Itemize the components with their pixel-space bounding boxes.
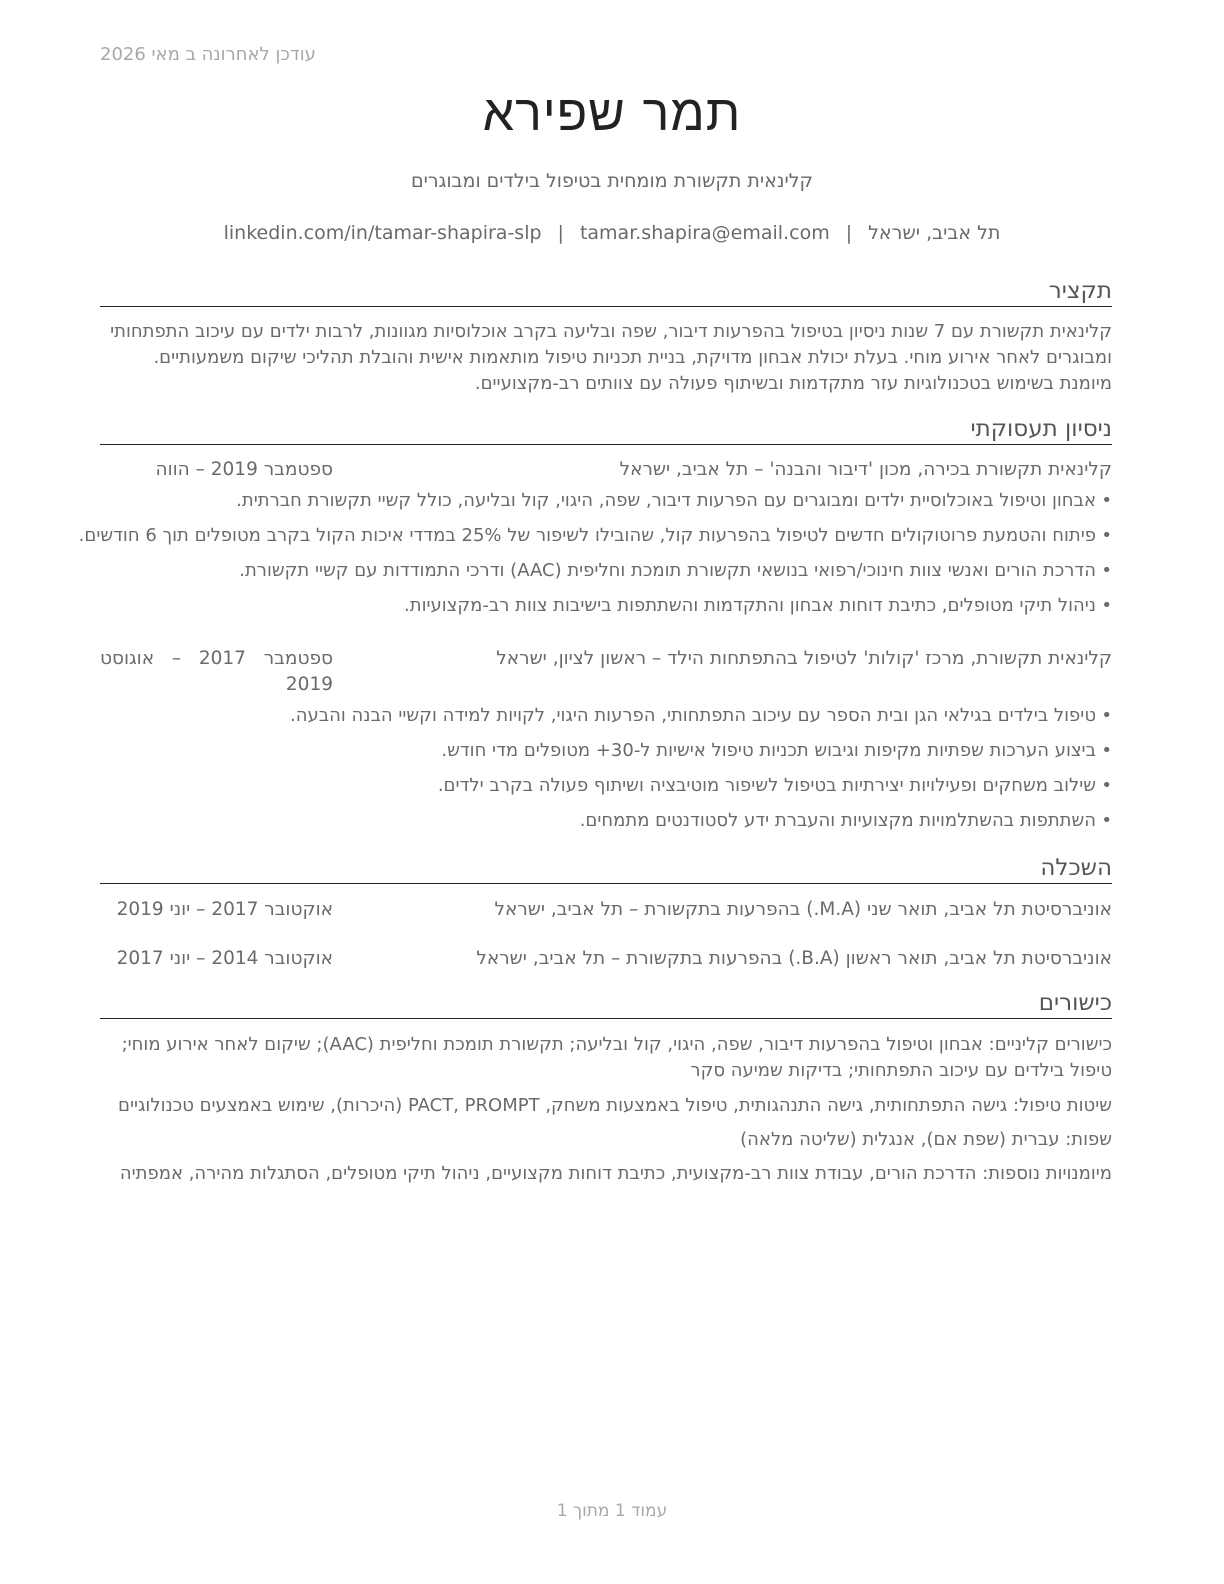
degree: אוניברסיטת תל אביב, תואר שני (M.A.) בהפרעות בתקשורת – תל אביב, ישראל xyxy=(494,899,1112,920)
contact-line xyxy=(0,222,1224,244)
list-item: • שילוב משחקים ופעילויות יצירתיות בטיפול לשיפור מוטיבציה ושיתוף פעולה בקרב ילדים. xyxy=(96,773,1112,799)
location: תל אביב, ישראל xyxy=(868,222,1001,244)
job-title: קלינאית תקשורת, מרכז 'קולות' לטיפול בהתפתחות הילד – ראשון לציון, ישראל xyxy=(496,648,1112,669)
skill-line: כישורים קליניים: אבחון וטיפול בהפרעות דיבור, שפה, היגוי, קול ובליעה; תקשורת תומכת וחליפית (AAC); שיקום לאחר אירוע מוחי; טיפול בילדים עם עיכוב התפתחותי; בדיקות שמיעה סקר xyxy=(121,1034,1112,1081)
experience-heading: ניסיון תעסוקתי xyxy=(100,414,1112,445)
education-dates: אוקטובר 2014 – יוני 2017 xyxy=(116,948,333,969)
skill-line: מיומנויות נוספות: הדרכת הורים, עבודת צוות רב-מקצועית, כתיבת דוחות מקצועיים, ניהול תיקי מטופלים, הסתגלות מהירה, אמפתיה xyxy=(119,1163,1112,1184)
education-dates: אוקטובר 2017 – יוני 2019 xyxy=(116,899,333,920)
list-item: • הדרכת הורים ואנשי צוות חינוכי/רפואי בנושאי תקשורת תומכת וחליפית (AAC) ודרכי התמודדות עם קשיי תקשורת. xyxy=(96,558,1112,584)
job-dates: ספטמבר 2019 – הווה xyxy=(155,459,333,480)
candidate-subtitle: קלינאית תקשורת מומחית בטיפול בילדים ומבוגרים xyxy=(410,170,814,192)
summary-heading: תקציר xyxy=(100,276,1112,307)
list-item: • פיתוח והטמעת פרוטוקולים חדשים לטיפול בהפרעות קול, שהובילו לשיפור של 25% במדדי איכות הקול בקרב מטופלים תוך 6 חודשים. xyxy=(96,523,1112,549)
separator: | xyxy=(557,222,564,244)
summary-text: קלינאית תקשורת עם 7 שנות ניסיון בטיפול בהפרעות דיבור, שפה ובליעה בקרב אוכלוסיות מגוונות, לרבות ילדים עם עיכוב התפתחותי ומבוגרים לאחר אירוע מוחי. בעלת יכולת אבחון מדויקת, בניית תכניות טיפול מותאמות אישית והובלת תהליכי שיקום משמעותיים. מיומנת בשימוש בטכנולוגיות עזר מתקדמות ובשיתוף פעולה עם צוותים רב-מקצועיים. xyxy=(110,321,1112,394)
job-bullets xyxy=(78,488,1112,619)
skills-heading: כישורים xyxy=(100,988,1112,1019)
skill-line: שפות: עברית (שפת אם), אנגלית (שליטה מלאה) xyxy=(740,1129,1112,1150)
page-number: עמוד 1 מתוך 1 xyxy=(556,1501,668,1521)
candidate-name: תמר שפירא xyxy=(482,84,742,142)
list-item: • אבחון וטיפול באוכלוסיית ילדים ומבוגרים עם הפרעות דיבור, שפה, היגוי, קול ובליעה, כולל קשיי תקשורת חברתית. xyxy=(96,488,1112,514)
education-heading: השכלה xyxy=(100,853,1112,884)
skill-line: שיטות טיפול: גישה התפתחותית, גישה התנהגותית, טיפול באמצעות משחק, PACT, PROMPT (היכרות), שימוש באמצעים טכנולוגיים xyxy=(118,1095,1112,1116)
list-item: • השתתפות בהשתלמויות מקצועיות והעברת ידע לסטודנטים מתמחים. xyxy=(96,808,1112,834)
separator: | xyxy=(845,222,853,244)
list-item: • ביצוע הערכות שפתיות מקיפות וגיבוש תכניות טיפול אישיות ל-30+ מטופלים מדי חודש. xyxy=(96,738,1112,764)
last-updated: עודכן לאחרונה ב מאי 2026 xyxy=(100,44,316,65)
degree: אוניברסיטת תל אביב, תואר ראשון (B.A.) בהפרעות בתקשורת – תל אביב, ישראל xyxy=(476,948,1112,969)
list-item: • ניהול תיקי מטופלים, כתיבת דוחות אבחון והתקדמות והשתתפות בישיבות צוות רב-מקצועיות. xyxy=(96,593,1112,619)
job-dates: ספטמבר 2017 – אוגוסט 2019 xyxy=(100,648,333,695)
job-bullets xyxy=(96,703,1112,834)
linkedin-link[interactable]: linkedin.com/in/tamar-shapira-slp xyxy=(223,222,542,244)
list-item: • טיפול בילדים בגילאי הגן ובית הספר עם עיכוב התפתחותי, הפרעות היגוי, לקויות למידה וקשיי הבנה והבעה. xyxy=(96,703,1112,729)
job-title: קלינאית תקשורת בכירה, מכון 'דיבור והבנה' – תל אביב, ישראל xyxy=(619,459,1112,480)
email-link[interactable]: tamar.shapira@email.com xyxy=(579,222,830,244)
